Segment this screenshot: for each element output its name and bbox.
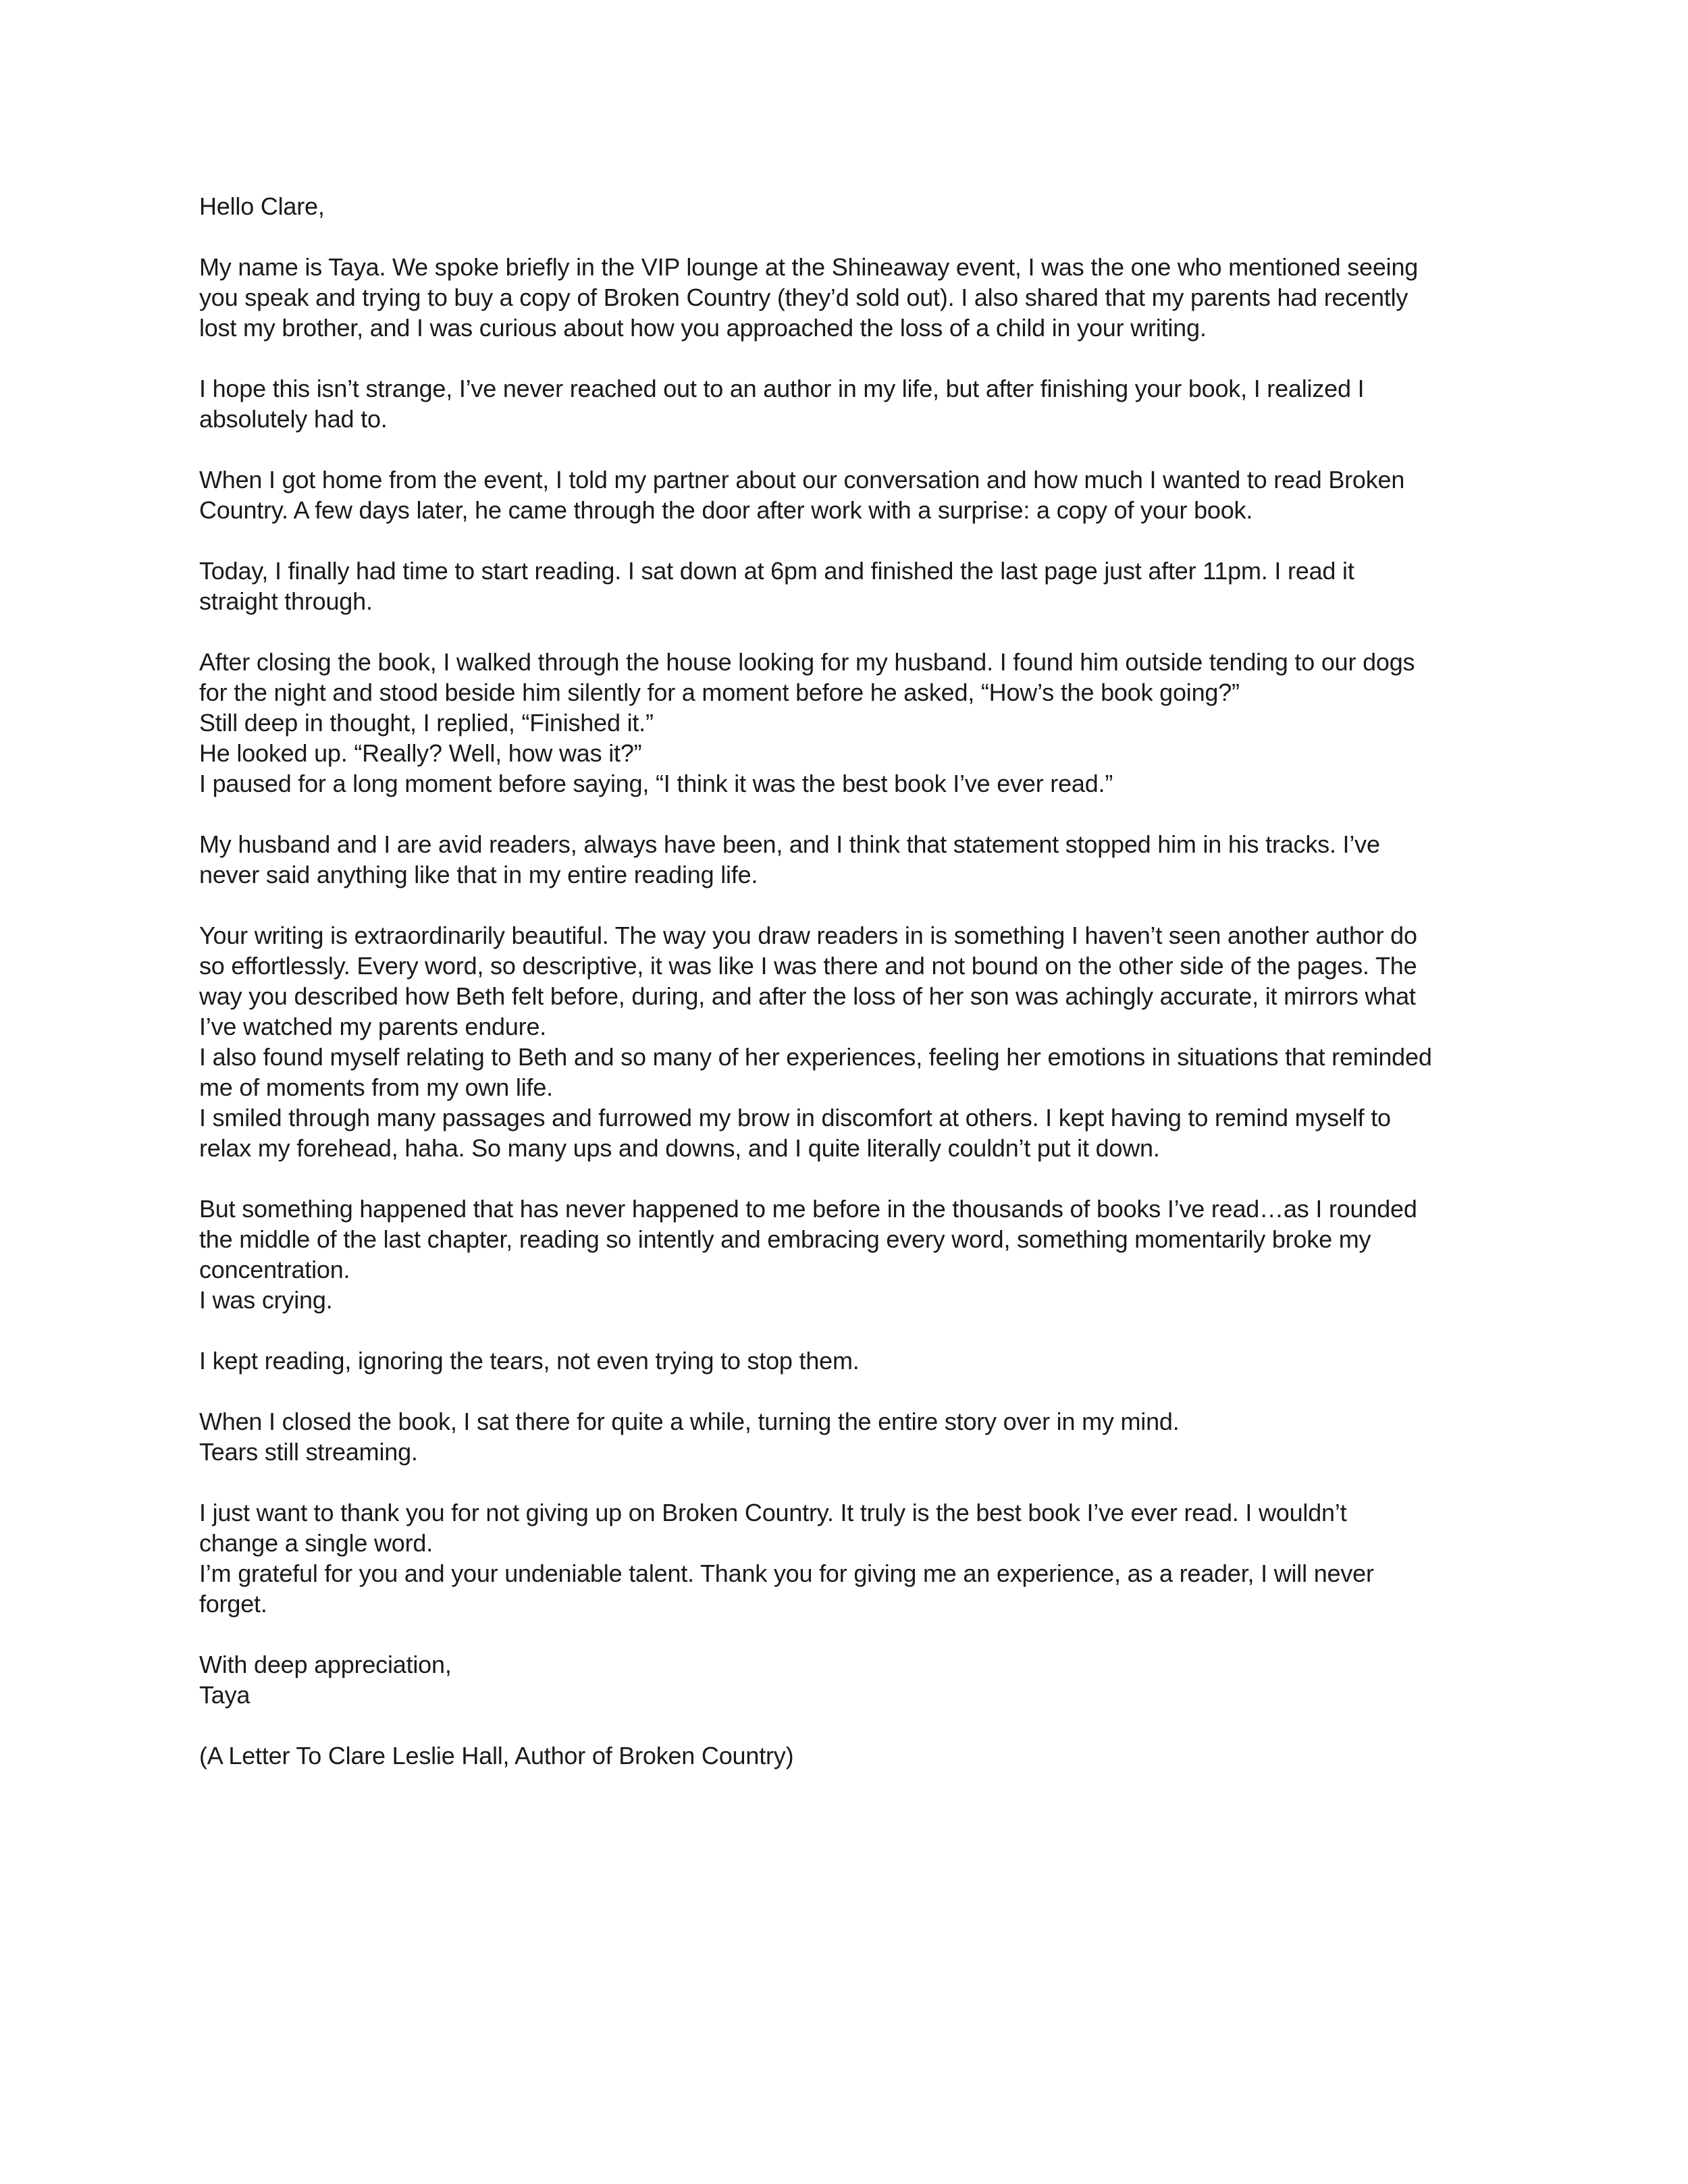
text-line: you speak and trying to buy a copy of Broken Country (they’d sold out). I also shared that my parents had recently <box>199 284 1408 311</box>
text-line: When I closed the book, I sat there for quite a while, turning the entire story over in my mind. <box>199 1408 1180 1435</box>
paragraph-gap <box>199 616 1502 647</box>
paragraph-gap <box>199 1619 1502 1649</box>
text-line: straight through. <box>199 587 373 615</box>
text-line: My name is Taya. We spoke briefly in the VIP lounge at the Shineaway event, I was the one who mentioned seeing <box>199 253 1419 281</box>
paragraph-today <box>199 556 1502 616</box>
text-line: lost my brother, and I was curious about how you approached the loss of a child in your writing. <box>199 314 1207 342</box>
text-line: Tears still streaming. <box>199 1438 418 1466</box>
text-line: He looked up. “Really? Well, how was it?” <box>199 739 642 767</box>
text-line: I hope this isn’t strange, I’ve never reached out to an author in my life, but after finishing your book, I realized I <box>199 375 1365 402</box>
paragraph-gap <box>199 1467 1502 1497</box>
paragraph-gap <box>199 221 1502 252</box>
text-line: When I got home from the event, I told my partner about our conversation and how much I wanted to read Broken <box>199 466 1405 494</box>
text-line: never said anything like that in my entire reading life. <box>199 861 758 888</box>
paragraph-closed <box>199 1406 1502 1467</box>
text-line: absolutely had to. <box>199 405 388 433</box>
text-line: Still deep in thought, I replied, “Finished it.” <box>199 709 654 737</box>
text-line: I’ve watched my parents endure. <box>199 1013 547 1040</box>
text-line: I kept reading, ignoring the tears, not even trying to stop them. <box>199 1347 860 1375</box>
paragraph-gap <box>199 343 1502 373</box>
signoff-line: With deep appreciation, <box>199 1651 452 1678</box>
paragraph-thanks <box>199 1497 1502 1619</box>
paragraph-readers <box>199 829 1502 890</box>
paragraph-writing <box>199 920 1502 1163</box>
paragraph-home <box>199 464 1502 525</box>
text-line: But something happened that has never happened to me before in the thousands of books I’ve read…as I rounded <box>199 1195 1417 1223</box>
paragraph-something <box>199 1194 1502 1315</box>
paragraph-gap <box>199 1710 1502 1740</box>
paragraph-hope <box>199 373 1502 434</box>
text-line: forget. <box>199 1590 267 1618</box>
text-line: I paused for a long moment before saying, “I think it was the best book I’ve ever read.” <box>199 770 1113 797</box>
text-line: Your writing is extraordinarily beautiful. The way you draw readers in is something I haven’t seen another author do <box>199 922 1417 949</box>
text-line: I just want to thank you for not giving up on Broken Country. It truly is the best book I’ve ever read. I wouldn’t <box>199 1499 1347 1526</box>
text-line: I also found myself relating to Beth and so many of her experiences, feeling her emotions in situations that reminded <box>199 1043 1432 1071</box>
text-line: I was crying. <box>199 1286 333 1314</box>
greeting: Hello Clare, <box>199 192 325 220</box>
paragraph-closing-book <box>199 647 1502 799</box>
text-line: I smiled through many passages and furrowed my brow in discomfort at others. I kept having to remind myself to <box>199 1104 1391 1131</box>
paragraph-kept-reading <box>199 1346 1502 1376</box>
text-line: for the night and stood beside him silently for a moment before he asked, “How’s the book going?” <box>199 678 1240 706</box>
text-line: Today, I finally had time to start reading. I sat down at 6pm and finished the last page just after 11pm. I read it <box>199 557 1354 585</box>
paragraph-gap <box>199 1163 1502 1194</box>
text-line: relax my forehead, haha. So many ups and downs, and I quite literally couldn’t put it down. <box>199 1134 1160 1162</box>
signature-name: Taya <box>199 1681 250 1709</box>
paragraph-gap <box>199 434 1502 464</box>
text-line: change a single word. <box>199 1529 433 1557</box>
paragraph-gap <box>199 890 1502 920</box>
paragraph-gap <box>199 1376 1502 1406</box>
text-line: the middle of the last chapter, reading so intently and embracing every word, something momentarily broke my <box>199 1225 1371 1253</box>
text-line: My husband and I are avid readers, always have been, and I think that statement stopped him in his tracks. I’ve <box>199 830 1380 858</box>
paragraph-gap <box>199 799 1502 829</box>
letter-body <box>199 191 1502 1771</box>
text-line: Country. A few days later, he came through the door after work with a surprise: a copy of your book. <box>199 496 1253 524</box>
paragraph-intro <box>199 252 1502 343</box>
paragraph-gap <box>199 525 1502 556</box>
text-line: so effortlessly. Every word, so descriptive, it was like I was there and not bound on the other side of the pages. The <box>199 952 1417 980</box>
signoff <box>199 1649 1502 1710</box>
paragraph-gap <box>199 1315 1502 1346</box>
text-line: I’m grateful for you and your undeniable talent. Thank you for giving me an experience, as a reader, I will never <box>199 1560 1374 1587</box>
footnote: (A Letter To Clare Leslie Hall, Author of Broken Country) <box>199 1742 794 1769</box>
text-line: way you described how Beth felt before, during, and after the loss of her son was achingly accurate, it mirrors what <box>199 982 1416 1010</box>
text-line: me of moments from my own life. <box>199 1073 553 1101</box>
text-line: concentration. <box>199 1256 350 1283</box>
text-line: After closing the book, I walked through the house looking for my husband. I found him outside tending to our dogs <box>199 648 1415 676</box>
